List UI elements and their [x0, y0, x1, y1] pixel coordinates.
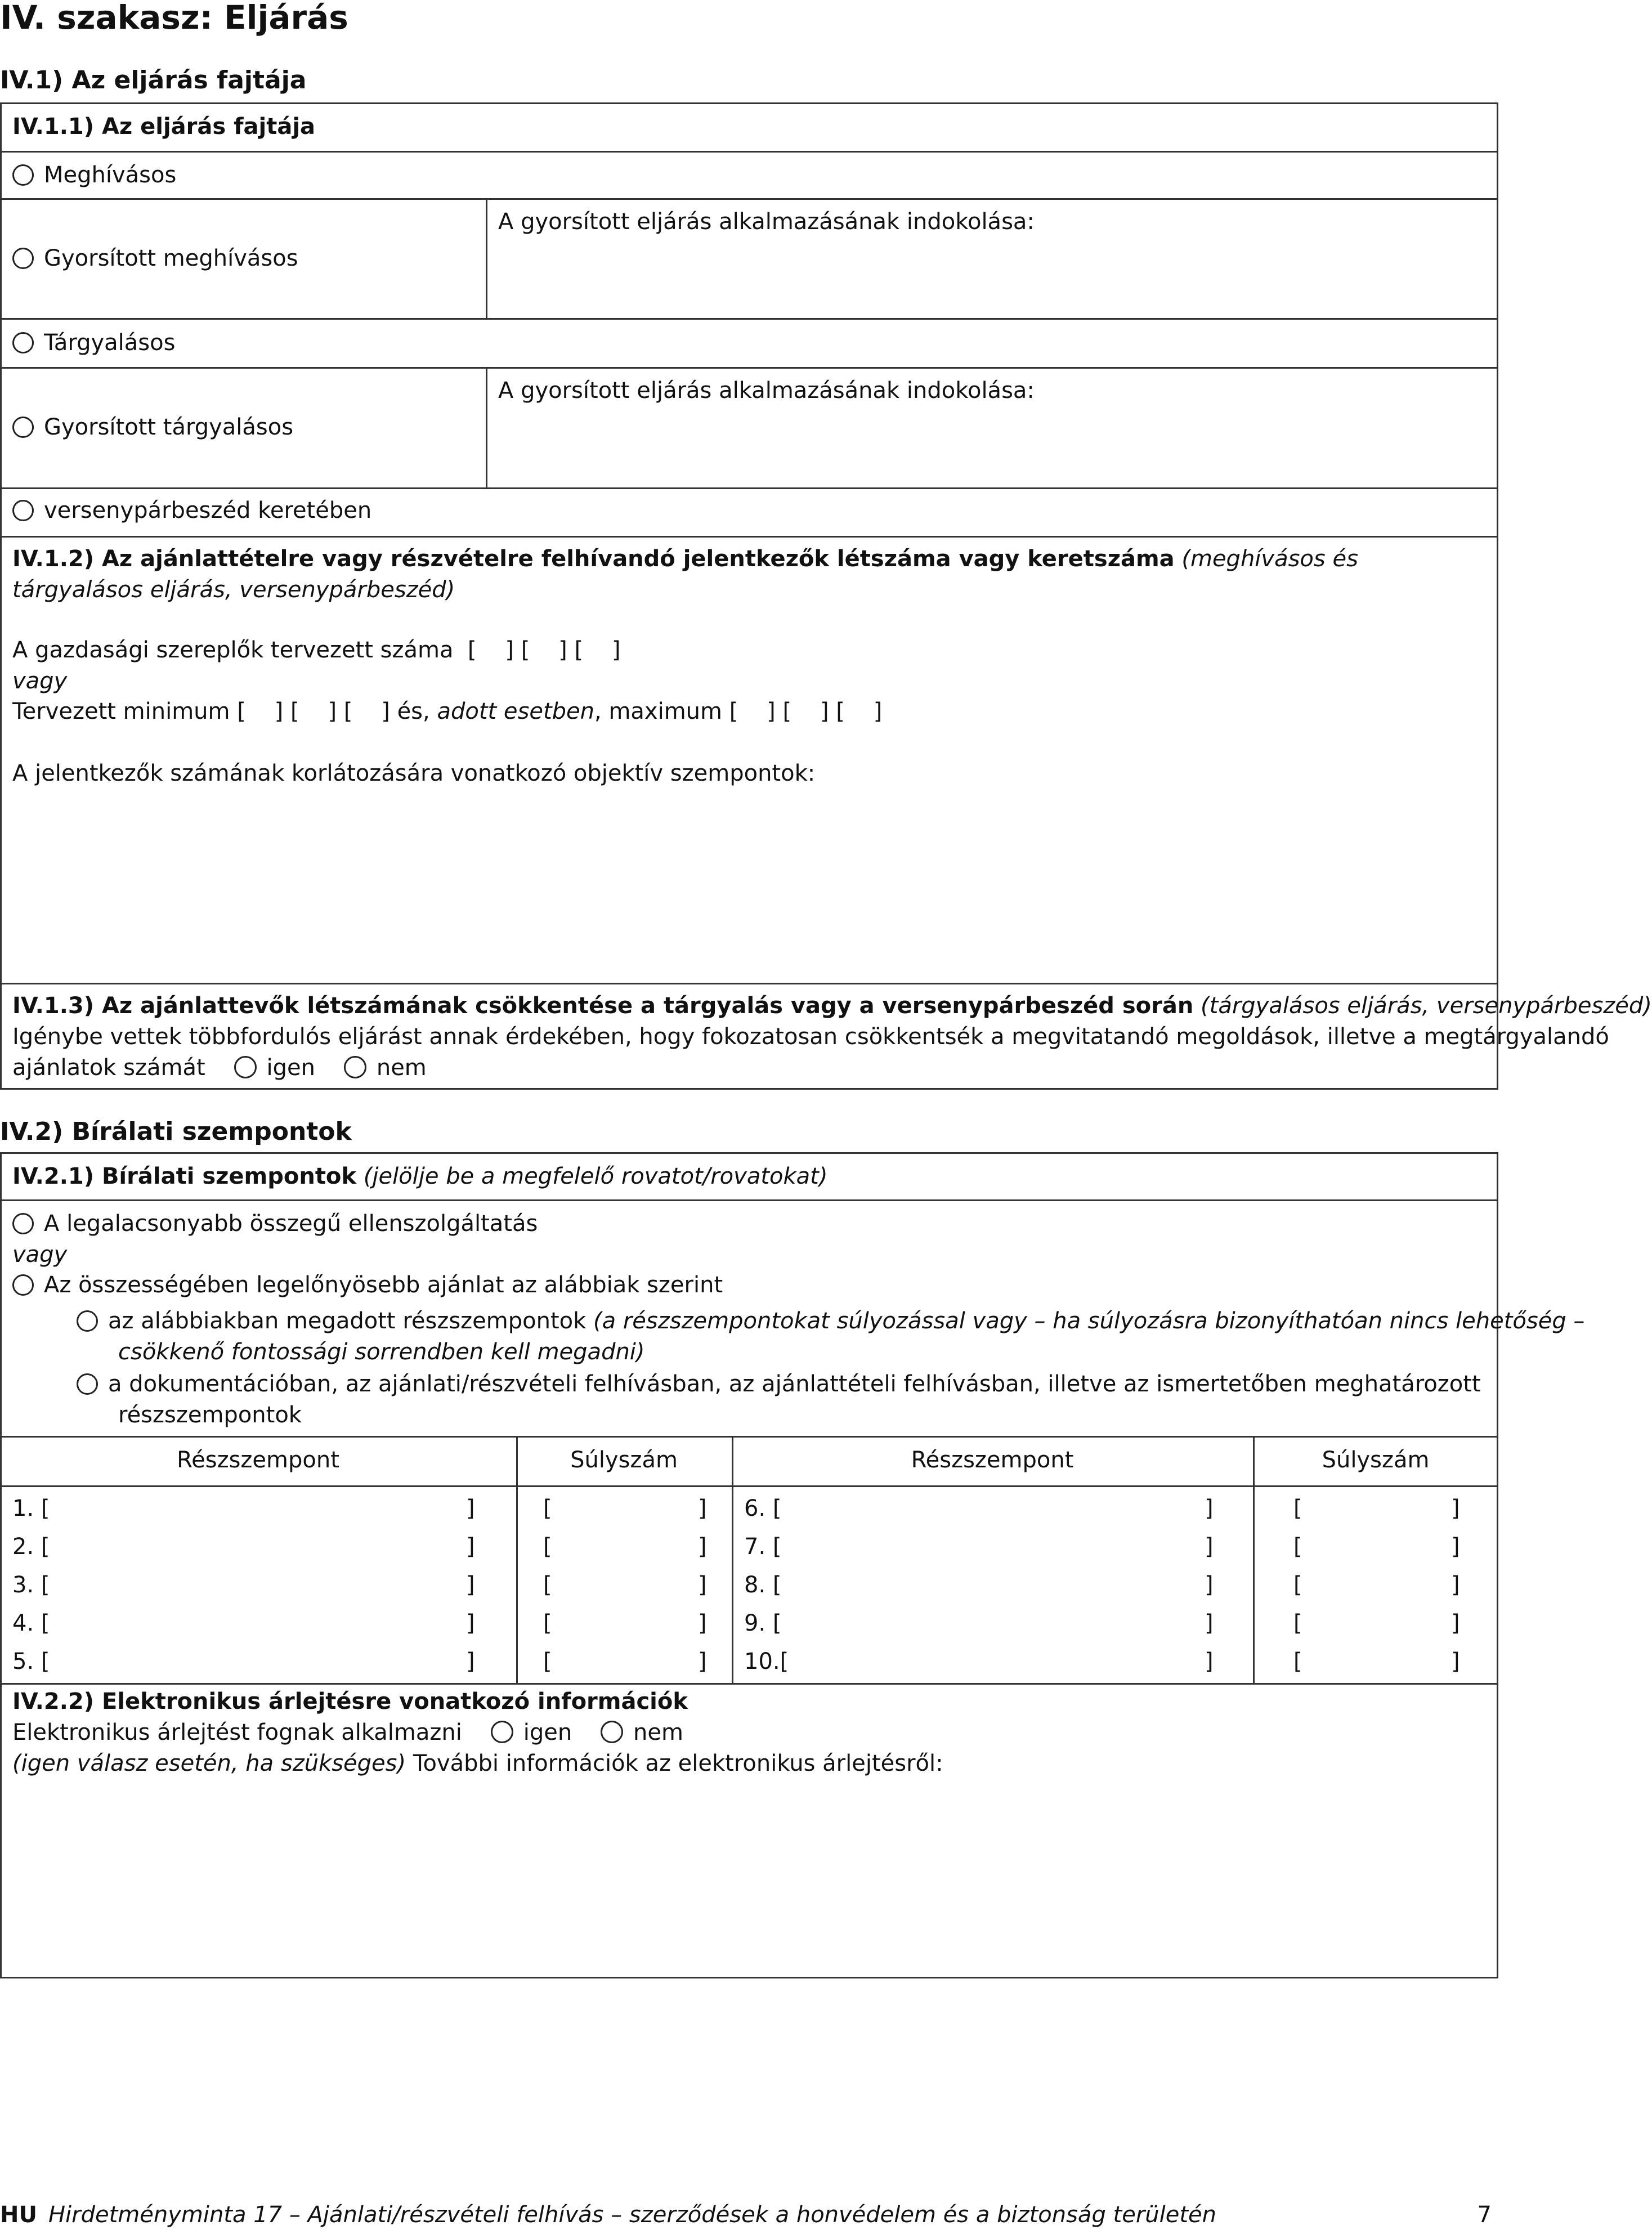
weight-input-10[interactable]: [ [1293, 1649, 1302, 1675]
subsection-title-iv1: IV.1) Az eljárás fajtája [0, 66, 307, 95]
radio-accelerated-restricted[interactable] [12, 248, 34, 269]
weight-close-7: ] [1451, 1534, 1460, 1560]
sub-option-criteria-below[interactable]: az alábbiakban megadott részszempontok (a részszempontokat súlyozással vagy – ha súlyozásra bizonyíthatóan nincs lehetőség – [77, 1306, 1584, 1337]
or-text-2: vagy [12, 1242, 68, 1268]
weight-close-5: ] [698, 1649, 707, 1675]
criterion-close-8: ] [1205, 1572, 1214, 1598]
weight-input-5[interactable]: [ [543, 1649, 552, 1675]
min-max-line: Tervezett minimum [ ] [ ] [ ] és, adott esetben, maximum [ ] [ ] [ ] [12, 699, 883, 724]
page-number: 7 [1477, 2202, 1492, 2228]
minimum-input[interactable]: [ ] [ ] [ ] [237, 699, 390, 724]
weight-input-3[interactable]: [ [543, 1572, 552, 1598]
iv222-title: IV.2.2) Elektronikus árlejtésre vonatkozó információk [12, 1689, 688, 1714]
weight-input-7[interactable]: [ [1293, 1534, 1302, 1560]
option-accelerated-restricted[interactable]: Gyorsított meghívásos [12, 243, 298, 274]
option-accelerated-negotiated[interactable]: Gyorsított tárgyalásos [12, 412, 293, 443]
criterion-input-2[interactable]: 2. [ [12, 1534, 50, 1560]
radio-multistage-yes[interactable] [234, 1056, 257, 1078]
weight-input-9[interactable]: [ [1293, 1610, 1302, 1636]
weight-input-1[interactable]: [ [543, 1496, 552, 1521]
criterion-close-4: ] [466, 1610, 475, 1636]
criterion-input-3[interactable]: 3. [ [12, 1572, 50, 1598]
radio-most-advantageous[interactable] [12, 1274, 34, 1296]
radio-eauction-yes[interactable] [491, 1721, 513, 1743]
col-header-weight-right: Súlyszám [1322, 1447, 1430, 1473]
weight-close-4: ] [698, 1610, 707, 1636]
criterion-close-9: ] [1205, 1610, 1214, 1636]
criterion-close-6: ] [1205, 1496, 1214, 1521]
criterion-input-7[interactable]: 7. [ [744, 1534, 782, 1560]
weight-close-6: ] [1451, 1496, 1460, 1521]
criterion-close-5: ] [466, 1649, 475, 1675]
weight-close-3: ] [698, 1572, 707, 1598]
criterion-input-10[interactable]: 10.[ [744, 1649, 789, 1675]
maximum-input[interactable]: [ ] [ ] [ ] [729, 699, 883, 724]
radio-restricted[interactable] [12, 164, 34, 186]
eauction-note: (igen válasz esetén, ha szükséges) További információk az elektronikus árlejtésről: [12, 1751, 943, 1776]
weight-close-9: ] [1451, 1610, 1460, 1636]
planned-number-input[interactable]: [ ] [ ] [ ] [467, 637, 621, 663]
criteria-below-note: csökkenő fontossági sorrendben kell megadni) [118, 1339, 645, 1365]
planned-number: A gazdasági szereplők tervezett száma [ ] [ ] [ ] [12, 637, 621, 663]
criterion-input-6[interactable]: 6. [ [744, 1496, 782, 1521]
or-text-1: vagy [12, 668, 68, 694]
radio-criteria-documents[interactable] [77, 1373, 98, 1395]
subsection-title-iv2: IV.2) Bírálati szempontok [0, 1117, 352, 1146]
justification-label-2: A gyorsított eljárás alkalmazásának indokolása: [498, 378, 1035, 404]
eauction-question: Elektronikus árlejtést fognak alkalmazni igen nem [12, 1720, 683, 1745]
weight-input-4[interactable]: [ [543, 1610, 552, 1636]
multistage-text: Igénybe vettek többfordulós eljárást annak érdekében, hogy fokozatosan csökkentsék a megvitatandó megoldások, illetve a megtárgyalandó [12, 1024, 1609, 1050]
criterion-close-10: ] [1205, 1649, 1214, 1675]
multistage-choice: ajánlatok számát igen nem [12, 1055, 427, 1081]
col-header-criterion-left: Részszempont [177, 1447, 339, 1473]
footer [0, 2200, 1216, 2231]
weight-close-8: ] [1451, 1572, 1460, 1598]
criterion-input-9[interactable]: 9. [ [744, 1610, 782, 1636]
radio-eauction-no[interactable] [601, 1721, 623, 1743]
weight-close-2: ] [698, 1534, 707, 1560]
criteria-documents-cont: részszempontok [118, 1402, 302, 1428]
sub-option-criteria-documents[interactable]: a dokumentációban, az ajánlati/részvételi felhívásban, az ajánlattételi felhívásban, illetve az ismertetőben meghatározott [77, 1369, 1481, 1400]
radio-accelerated-negotiated[interactable] [12, 417, 34, 438]
option-lowest-price[interactable]: A legalacsonyabb összegű ellenszolgáltatás [12, 1208, 538, 1239]
criterion-input-8[interactable]: 8. [ [744, 1572, 782, 1598]
objective-criteria-label: A jelentkezők számának korlátozására vonatkozó objektív szempontok: [12, 760, 816, 786]
col-header-weight-left: Súlyszám [570, 1447, 678, 1473]
radio-lowest-price[interactable] [12, 1213, 34, 1234]
section-title: IV. szakasz: Eljárás [0, 0, 348, 37]
weight-input-8[interactable]: [ [1293, 1572, 1302, 1598]
criterion-close-2: ] [466, 1534, 475, 1560]
option-restricted[interactable]: Meghívásos [12, 160, 176, 191]
iv112-title: IV.1.2) Az ajánlattételre vagy részvételre felhívandó jelentkezők létszáma vagy keretszáma (meghívásos és tárgyalásos eljárás, versenypárbeszéd) [12, 546, 1358, 603]
weight-close-10: ] [1451, 1649, 1460, 1675]
justification-label-1: A gyorsított eljárás alkalmazásának indokolása: [498, 209, 1035, 235]
iv221-title: IV.2.1) Bírálati szempontok (jelölje be a megfelelő rovatot/rovatokat) [12, 1163, 828, 1189]
criterion-close-3: ] [466, 1572, 475, 1598]
radio-multistage-no[interactable] [344, 1056, 366, 1078]
criterion-input-5[interactable]: 5. [ [12, 1649, 50, 1675]
option-competitive-dialogue[interactable]: versenypárbeszéd keretében [12, 495, 371, 526]
col-header-criterion-right: Részszempont [911, 1447, 1074, 1473]
iv113-title: IV.1.3) Az ajánlattevők létszámának csökkentése a tárgyalás vagy a versenypárbeszéd során (tárgyalásos eljárás, versenypárbeszéd) [12, 993, 1652, 1019]
weight-input-2[interactable]: [ [543, 1534, 552, 1560]
radio-competitive-dialogue[interactable] [12, 500, 34, 521]
iv111-title: IV.1.1) Az eljárás fajtája [12, 114, 316, 140]
footer-language-code: HU [0, 2202, 37, 2228]
weight-close-1: ] [698, 1496, 707, 1521]
option-most-advantageous[interactable]: Az összességében legelőnyösebb ajánlat az alábbiak szerint [12, 1270, 723, 1301]
radio-criteria-below[interactable] [77, 1310, 98, 1332]
weight-input-6[interactable]: [ [1293, 1496, 1302, 1521]
footer-text: Hirdetményminta 17 – Ajánlati/részvételi felhívás – szerződések a honvédelem és a biztonság területén [48, 2202, 1217, 2228]
criterion-input-4[interactable]: 4. [ [12, 1610, 50, 1636]
option-negotiated[interactable]: Tárgyalásos [12, 328, 175, 359]
criterion-close-7: ] [1205, 1534, 1214, 1560]
criterion-input-1[interactable]: 1. [ [12, 1496, 50, 1521]
criterion-close-1: ] [466, 1496, 475, 1521]
radio-negotiated[interactable] [12, 332, 34, 353]
